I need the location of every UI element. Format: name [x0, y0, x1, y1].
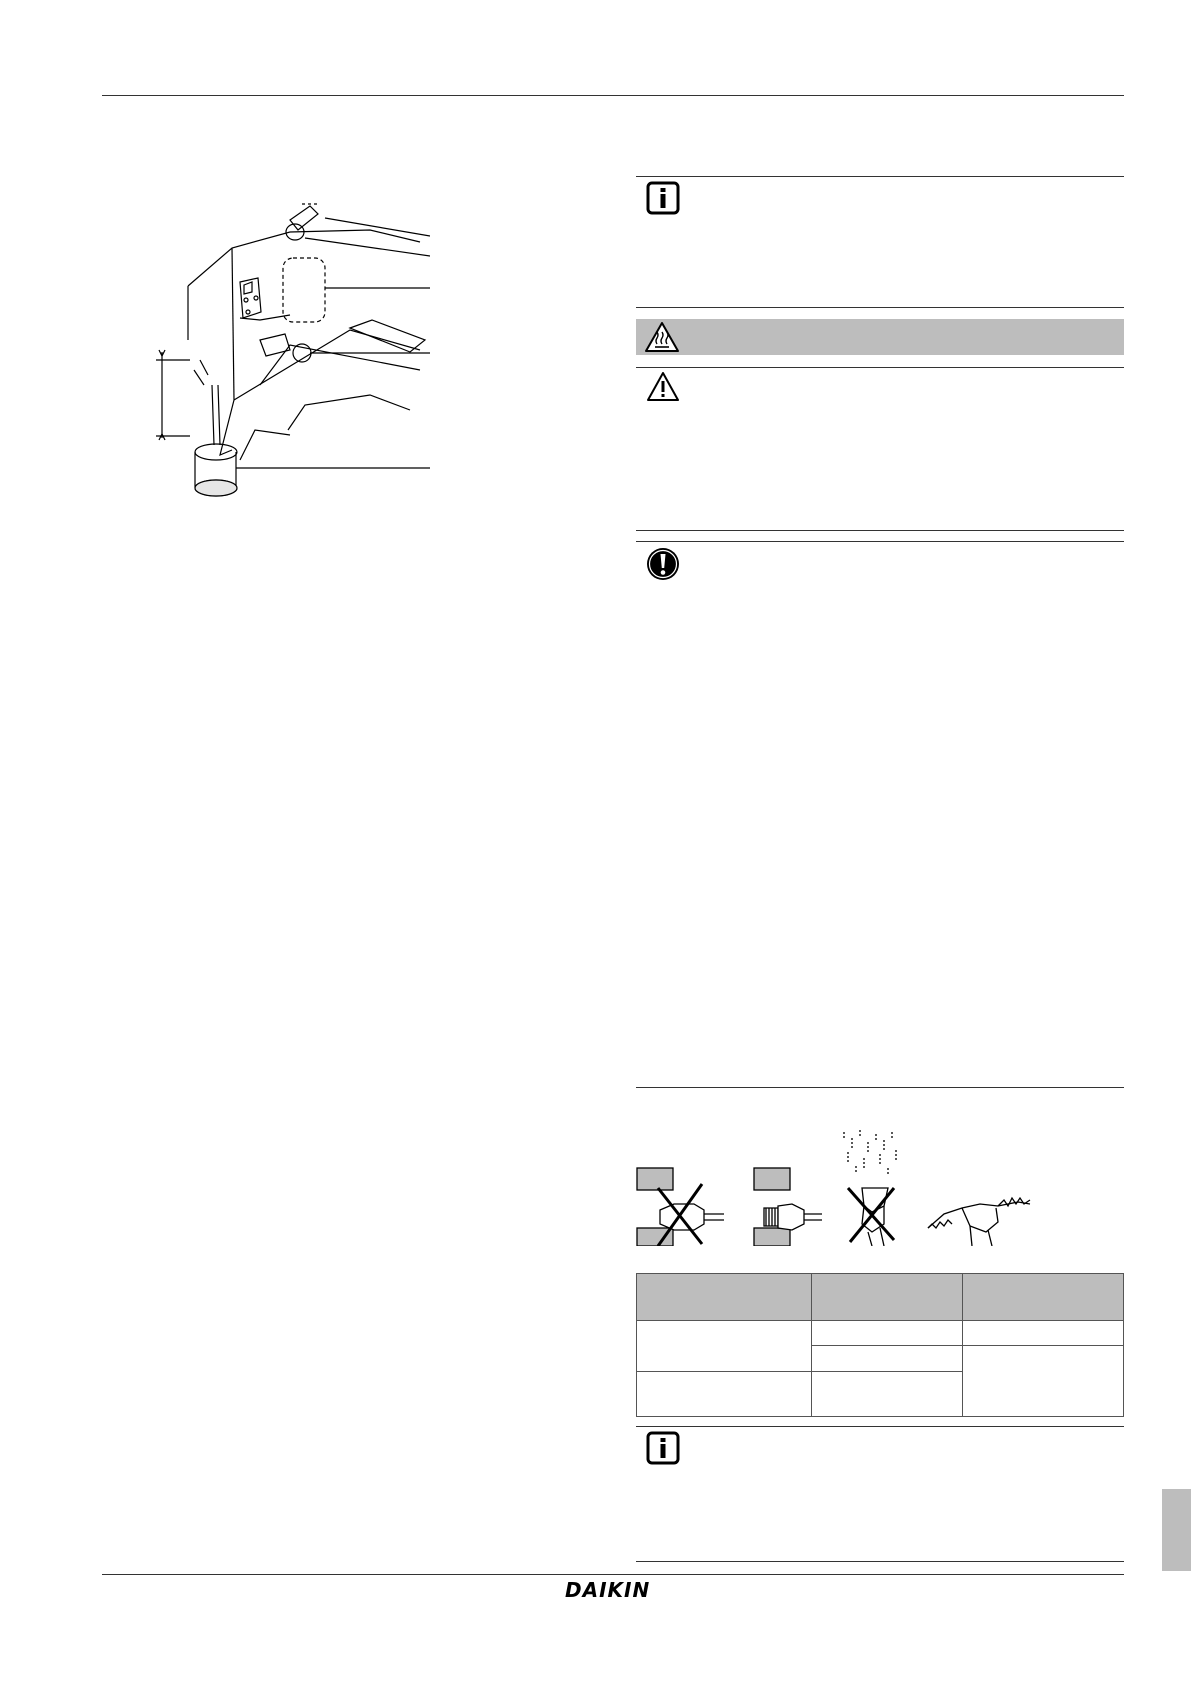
table-cell	[963, 1346, 1124, 1417]
hot-surface-warning-icon	[643, 320, 681, 354]
table-header-cell	[812, 1274, 963, 1321]
hot-surface-banner	[636, 319, 1124, 355]
footer-rule	[102, 1574, 1124, 1575]
table-row	[637, 1321, 1124, 1346]
info-notice-bottom-rule	[636, 307, 1124, 308]
table-header-cell	[963, 1274, 1124, 1321]
table-cell	[812, 1321, 963, 1346]
table-cell	[963, 1321, 1124, 1346]
caution-notice-bottom-rule	[636, 530, 1124, 531]
header-rule	[102, 95, 1124, 96]
table-cell	[812, 1372, 963, 1417]
notice-bottom-rule	[636, 1087, 1124, 1088]
daikin-logo: DAIKIN	[565, 1578, 651, 1602]
notice-exclamation-icon	[645, 546, 681, 582]
info-notice-top-rule	[636, 176, 1124, 177]
section-tab	[1162, 1489, 1191, 1571]
specification-table	[636, 1273, 1124, 1417]
info-notice-2-top-rule	[636, 1426, 1124, 1427]
flare-protection-icon	[632, 1128, 1042, 1246]
information-icon	[646, 1431, 680, 1465]
drain-pump-test-icon	[140, 200, 430, 520]
caution-triangle-icon	[645, 370, 681, 404]
table-header-cell	[637, 1274, 812, 1321]
information-icon	[646, 181, 680, 215]
table-cell	[637, 1372, 812, 1417]
caution-notice-top-rule	[636, 367, 1124, 368]
notice-top-rule	[636, 541, 1124, 542]
table-cell	[812, 1346, 963, 1372]
table-header-row	[637, 1274, 1124, 1321]
table-cell	[637, 1321, 812, 1372]
info-notice-2-bottom-rule	[636, 1561, 1124, 1562]
